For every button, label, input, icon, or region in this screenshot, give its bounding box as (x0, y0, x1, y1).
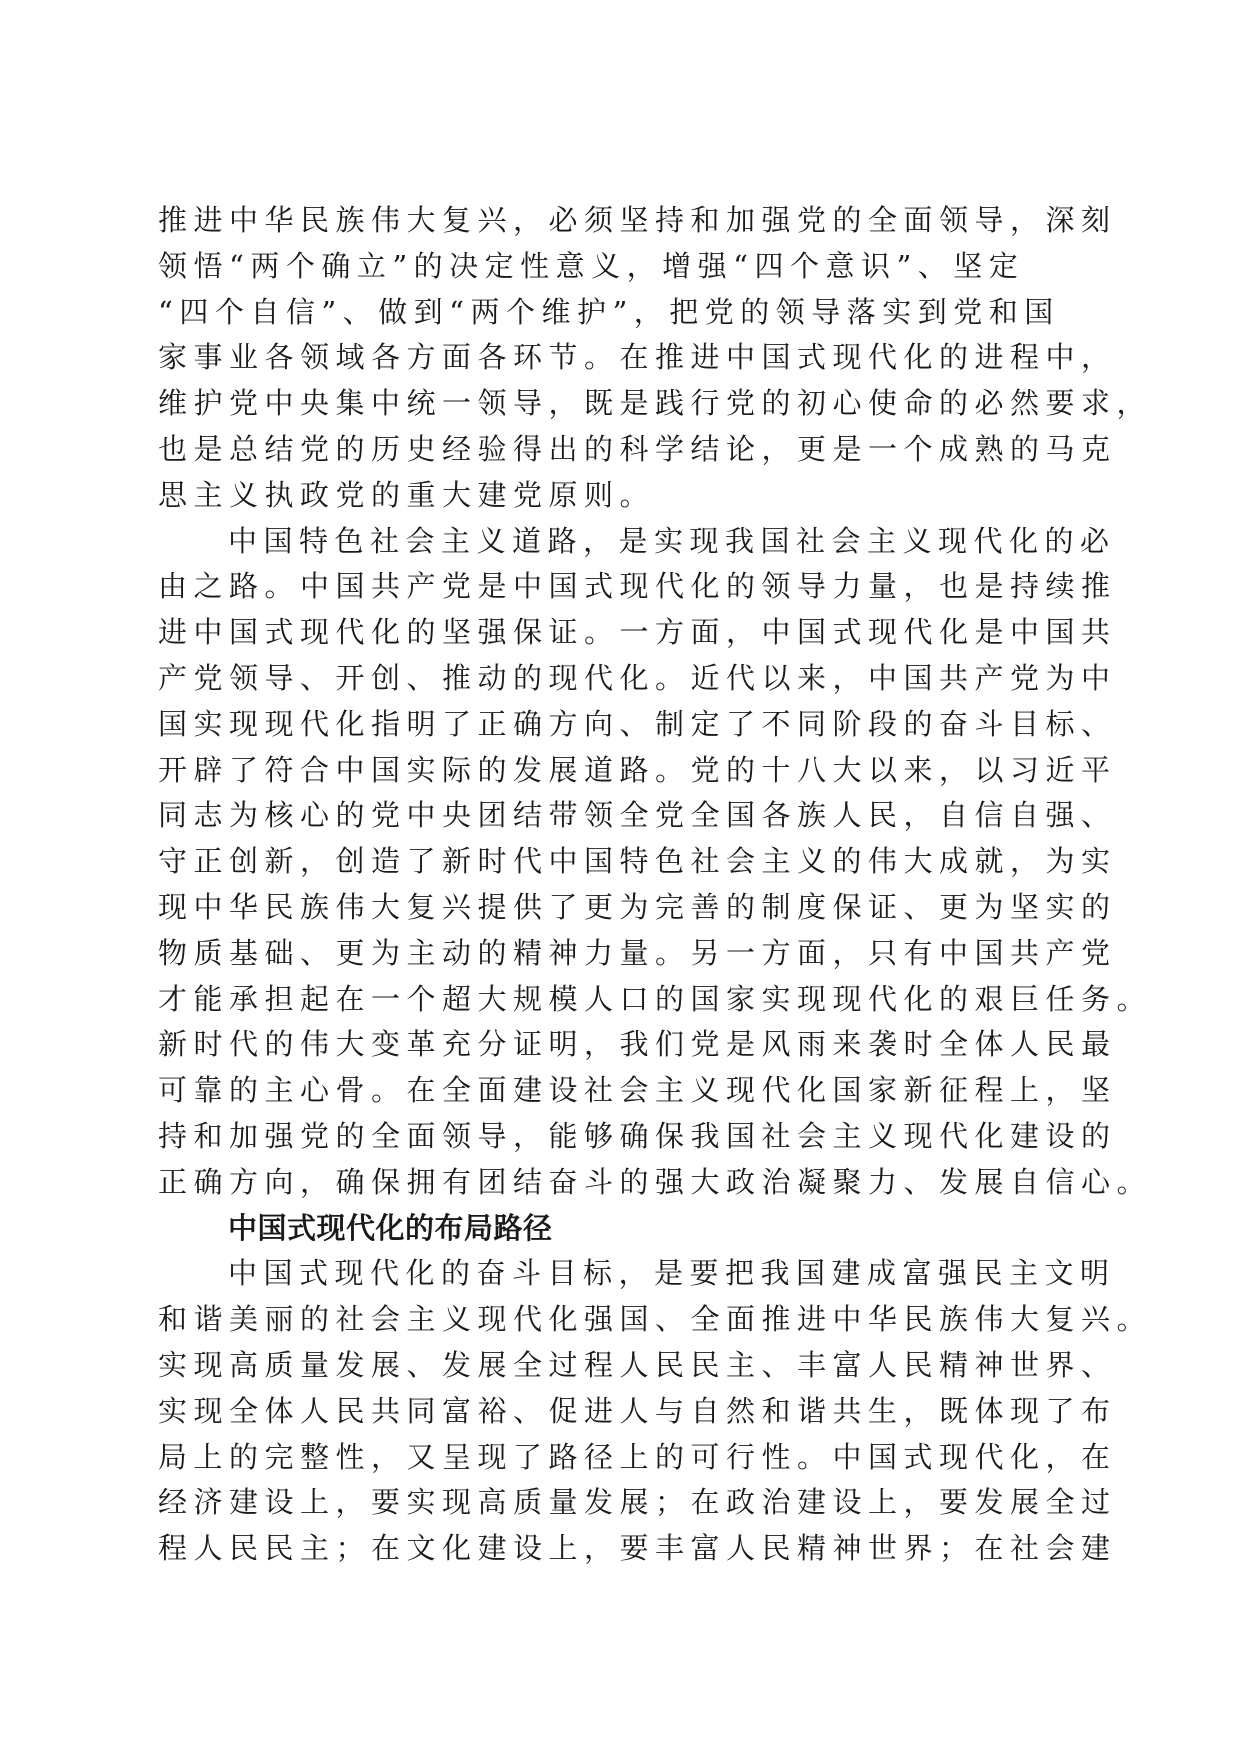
text-line: 物质基础、更为主动的精神力量。另一方面，只有中国共产党 (158, 935, 1117, 970)
document-body (158, 198, 1153, 1572)
paragraph-1 (158, 198, 1153, 519)
text-line: 推进中华民族伟大复兴，必须坚持和加强党的全面领导，深刻 (158, 203, 1117, 237)
text-line: 开辟了符合中国实际的发展道路。党的十八大以来，以习近平 (158, 752, 1117, 787)
text-line: “四个自信”、做到“两个维护”，把党的领导落实到党和国 (158, 294, 1060, 329)
paragraph-2 (158, 519, 1153, 1206)
paragraph-3 (158, 1251, 1153, 1572)
text-line: 才能承担起在一个超大规模人口的国家实现现代化的艰巨任务。 (158, 981, 1153, 1016)
text-line: 局上的完整性，又呈现了路径上的可行性。中国式现代化，在 (158, 1439, 1117, 1474)
text-line: 维护党中央集中统一领导，既是践行党的初心使命的必然要求， (158, 386, 1153, 421)
section-heading: 中国式现代化的布局路径 (228, 1210, 553, 1245)
text-line: 由之路。中国共产党是中国式现代化的领导力量，也是持续推 (158, 569, 1117, 604)
text-line: 中国特色社会主义道路，是实现我国社会主义现代化的必 (228, 523, 1116, 558)
text-line: 守正创新，创造了新时代中国特色社会主义的伟大成就，为实 (158, 844, 1117, 879)
text-line: 同志为核心的党中央团结带领全党全国各族人民，自信自强、 (158, 798, 1117, 833)
text-line: 进中国式现代化的坚强保证。一方面，中国式现代化是中国共 (158, 615, 1117, 650)
text-line: 和谐美丽的社会主义现代化强国、全面推进中华民族伟大复兴。 (158, 1302, 1153, 1337)
text-line: 也是总结党的历史经验得出的科学结论，更是一个成熟的马克 (158, 431, 1117, 466)
text-line: 正确方向，确保拥有团结奋斗的强大政治凝聚力、发展自信心。 (158, 1164, 1153, 1199)
text-line: 现中华民族伟大复兴提供了更为完善的制度保证、更为坚实的 (158, 889, 1117, 924)
text-line: 国实现现代化指明了正确方向、制定了不同阶段的奋斗目标、 (158, 706, 1117, 741)
text-line: 家事业各领域各方面各环节。在推进中国式现代化的进程中， (158, 340, 1117, 375)
text-line: 中国式现代化的奋斗目标，是要把我国建成富强民主文明 (228, 1256, 1116, 1291)
text-line: 产党领导、开创、推动的现代化。近代以来，中国共产党为中 (158, 660, 1117, 695)
text-line: 新时代的伟大变革充分证明，我们党是风雨来袭时全体人民最 (158, 1027, 1117, 1062)
text-line: 实现全体人民共同富裕、促进人与自然和谐共生，既体现了布 (158, 1393, 1117, 1428)
text-line: 思主义执政党的重大建党原则。 (158, 477, 656, 512)
text-line: 经济建设上，要实现高质量发展；在政治建设上，要发展全过 (158, 1485, 1117, 1520)
text-line: 实现高质量发展、发展全过程人民民主、丰富人民精神世界、 (158, 1347, 1117, 1382)
text-line: 程人民民主；在文化建设上，要丰富人民精神世界；在社会建 (158, 1531, 1117, 1566)
text-line: 可靠的主心骨。在全面建设社会主义现代化国家新征程上，坚 (158, 1073, 1117, 1108)
text-line: 持和加强党的全面领导，能够确保我国社会主义现代化建设的 (158, 1118, 1117, 1153)
text-line: 领悟“两个确立”的决定性意义，增强“四个意识”、坚定 (158, 248, 1025, 283)
